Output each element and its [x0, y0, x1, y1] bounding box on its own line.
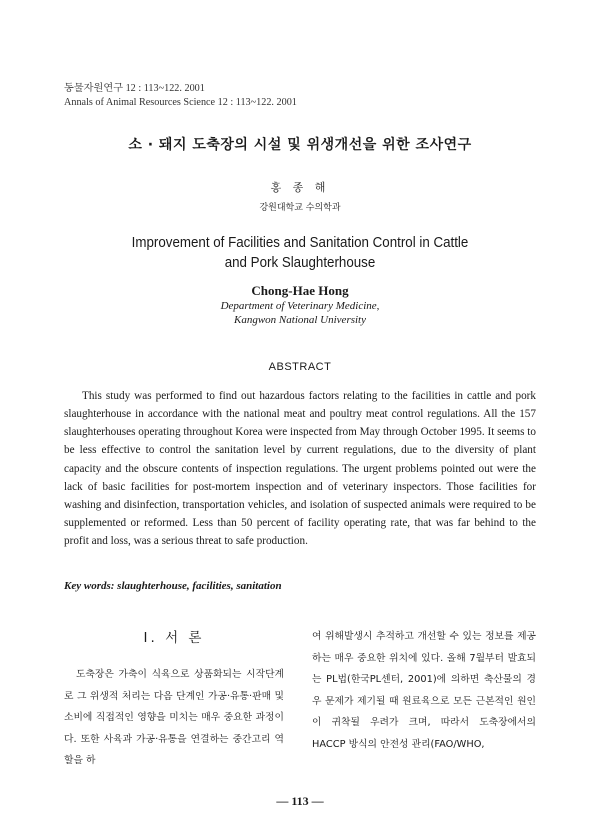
intro-paragraph-left: 도축장은 가축이 식육으로 상품화되는 시작단계로 그 위생적 처리는 다음 단계인 가공·유통·판매 및 소비에 직접적인 영향을 미치는 매우 중요한 과정이다. 또한 사육과 가공·유통을 연결하는 중간고리 역할을 하 [64, 669, 284, 766]
abstract-body: This study was performed to find out hazardous factors relating to the facilities in cattle and pork slaughterhouse in accordance with the national meat and poultry meat control regulations. All the 157 slaughterhouses operating throughout Korea were inspected from May through October 1995. It seems to be less effective to control the sanitation level by current regulations, due to the diversity of plant capacity and the obscure contents of inspection regulations. The urgent problems pointed out were the lack of basic facilities for post-mortem inspection and of veterinary inspectors. Those facilities for washing and disinfection, transportation vehicles, and isolation of suspected animals were required to be supplemented or reformed. Less than 50 percent of facility operating rate, that was far behind to the profit and loss, was a serious threat to safe production. [64, 390, 536, 548]
keywords: Key words: slaughterhouse, facilities, sanitation [64, 580, 282, 592]
english-title-line: Improvement of Facilities and Sanitation Control in Cattle [131, 235, 469, 251]
english-affiliation-line: Kangwon National University [234, 314, 366, 326]
left-column [64, 626, 284, 772]
english-author: Chong-Hae Hong [251, 283, 349, 298]
korean-affiliation: 강원대학교 수의학과 [259, 203, 341, 213]
journal-citation-ko: 동물자원연구 12 : 113~122. 2001 [64, 83, 205, 94]
english-affiliation-line: Department of Veterinary Medicine, [220, 300, 380, 312]
korean-title: 소 · 돼지 도축장의 시설 및 위생개선을 위한 조사연구 [128, 137, 472, 153]
journal-citation-en: Annals of Animal Resources Science 12 : 113~122. 2001 [64, 97, 297, 108]
section-heading: Ⅰ. 서 론 [143, 630, 205, 646]
journal-citation [64, 82, 297, 110]
intro-paragraph-right: 여 위해발생시 추적하고 개선할 수 있는 정보를 제공하는 매우 중요한 위치에 있다. 올해 7월부터 발효되는 PL법(한국PL센터, 2001)에 의하면 축산물의 경우 문제가 제기될 때 원료육으로 모든 근본적인 원인이 귀착될 우려가 크며, 따라서 도축장에서의 HACCP 방식의 안전성 관리(FAO/WHO, [312, 631, 536, 750]
english-title [24, 233, 576, 273]
english-affiliation [0, 299, 600, 327]
right-column [312, 626, 536, 755]
page-number: — 113 — [276, 794, 324, 808]
english-title-line: and Pork Slaughterhouse [224, 255, 376, 271]
abstract-heading: ABSTRACT [268, 361, 332, 373]
korean-author: 홍 종 해 [270, 181, 330, 194]
